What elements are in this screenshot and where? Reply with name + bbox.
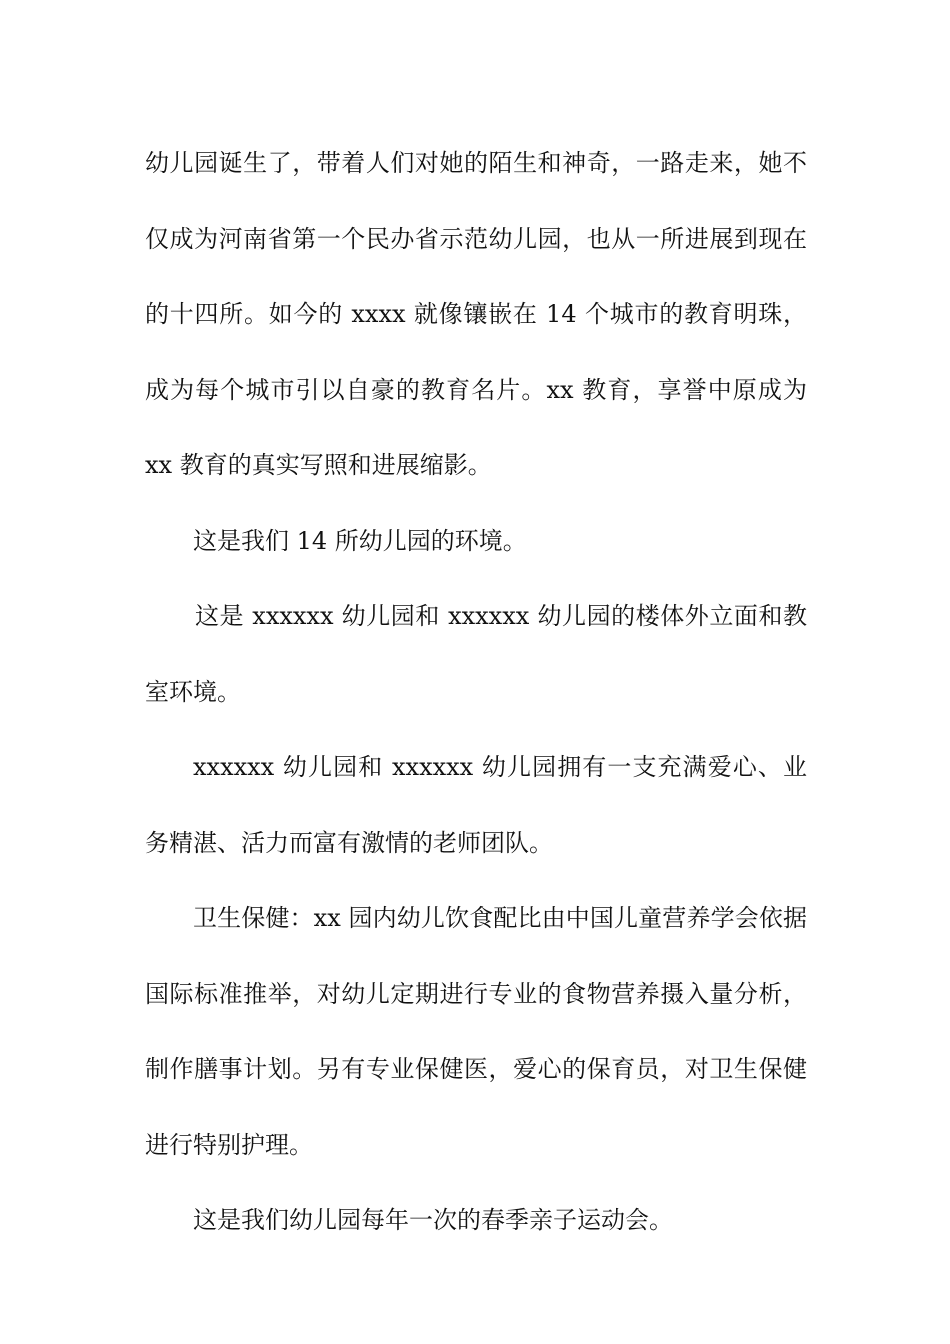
paragraph-teacher-team: xxxxxx 幼儿园和 xxxxxx 幼儿园拥有一支充满爱心、业务精湛、活力而富有激情的老师团队。 bbox=[145, 753, 807, 857]
paragraph-building-environment: 这是 xxxxxx 幼儿园和 xxxxxx 幼儿园的楼体外立面和教室环境。 bbox=[145, 602, 807, 706]
paragraph-sports-meeting: 这是我们幼儿园每年一次的春季亲子运动会。 bbox=[193, 1206, 673, 1234]
paragraph-continuation: 幼儿园诞生了，带着人们对她的陌生和神奇，一路走来，她不仅成为河南省第一个民办省示范幼儿园，也从一所进展到现在的十四所。如今的 xxxx 就像镶嵌在 14 个城市的教育明珠，成为每个城市引以自豪的教育名片。xx 教育，享誉中原成为 xx 教育的真实写照和进展缩影。 bbox=[145, 149, 807, 479]
paragraph-health-care: 卫生保健：xx 园内幼儿饮食配比由中国儿童营养学会依据国际标准推举，对幼儿定期进行专业的食物营养摄入量分析，制作膳事计划。另有专业保健医，爱心的保育员，对卫生保健进行特别护理。 bbox=[145, 904, 807, 1159]
paragraph-environment-intro: 这是我们 14 所幼儿园的环境。 bbox=[193, 526, 527, 555]
document-body bbox=[145, 126, 807, 1259]
